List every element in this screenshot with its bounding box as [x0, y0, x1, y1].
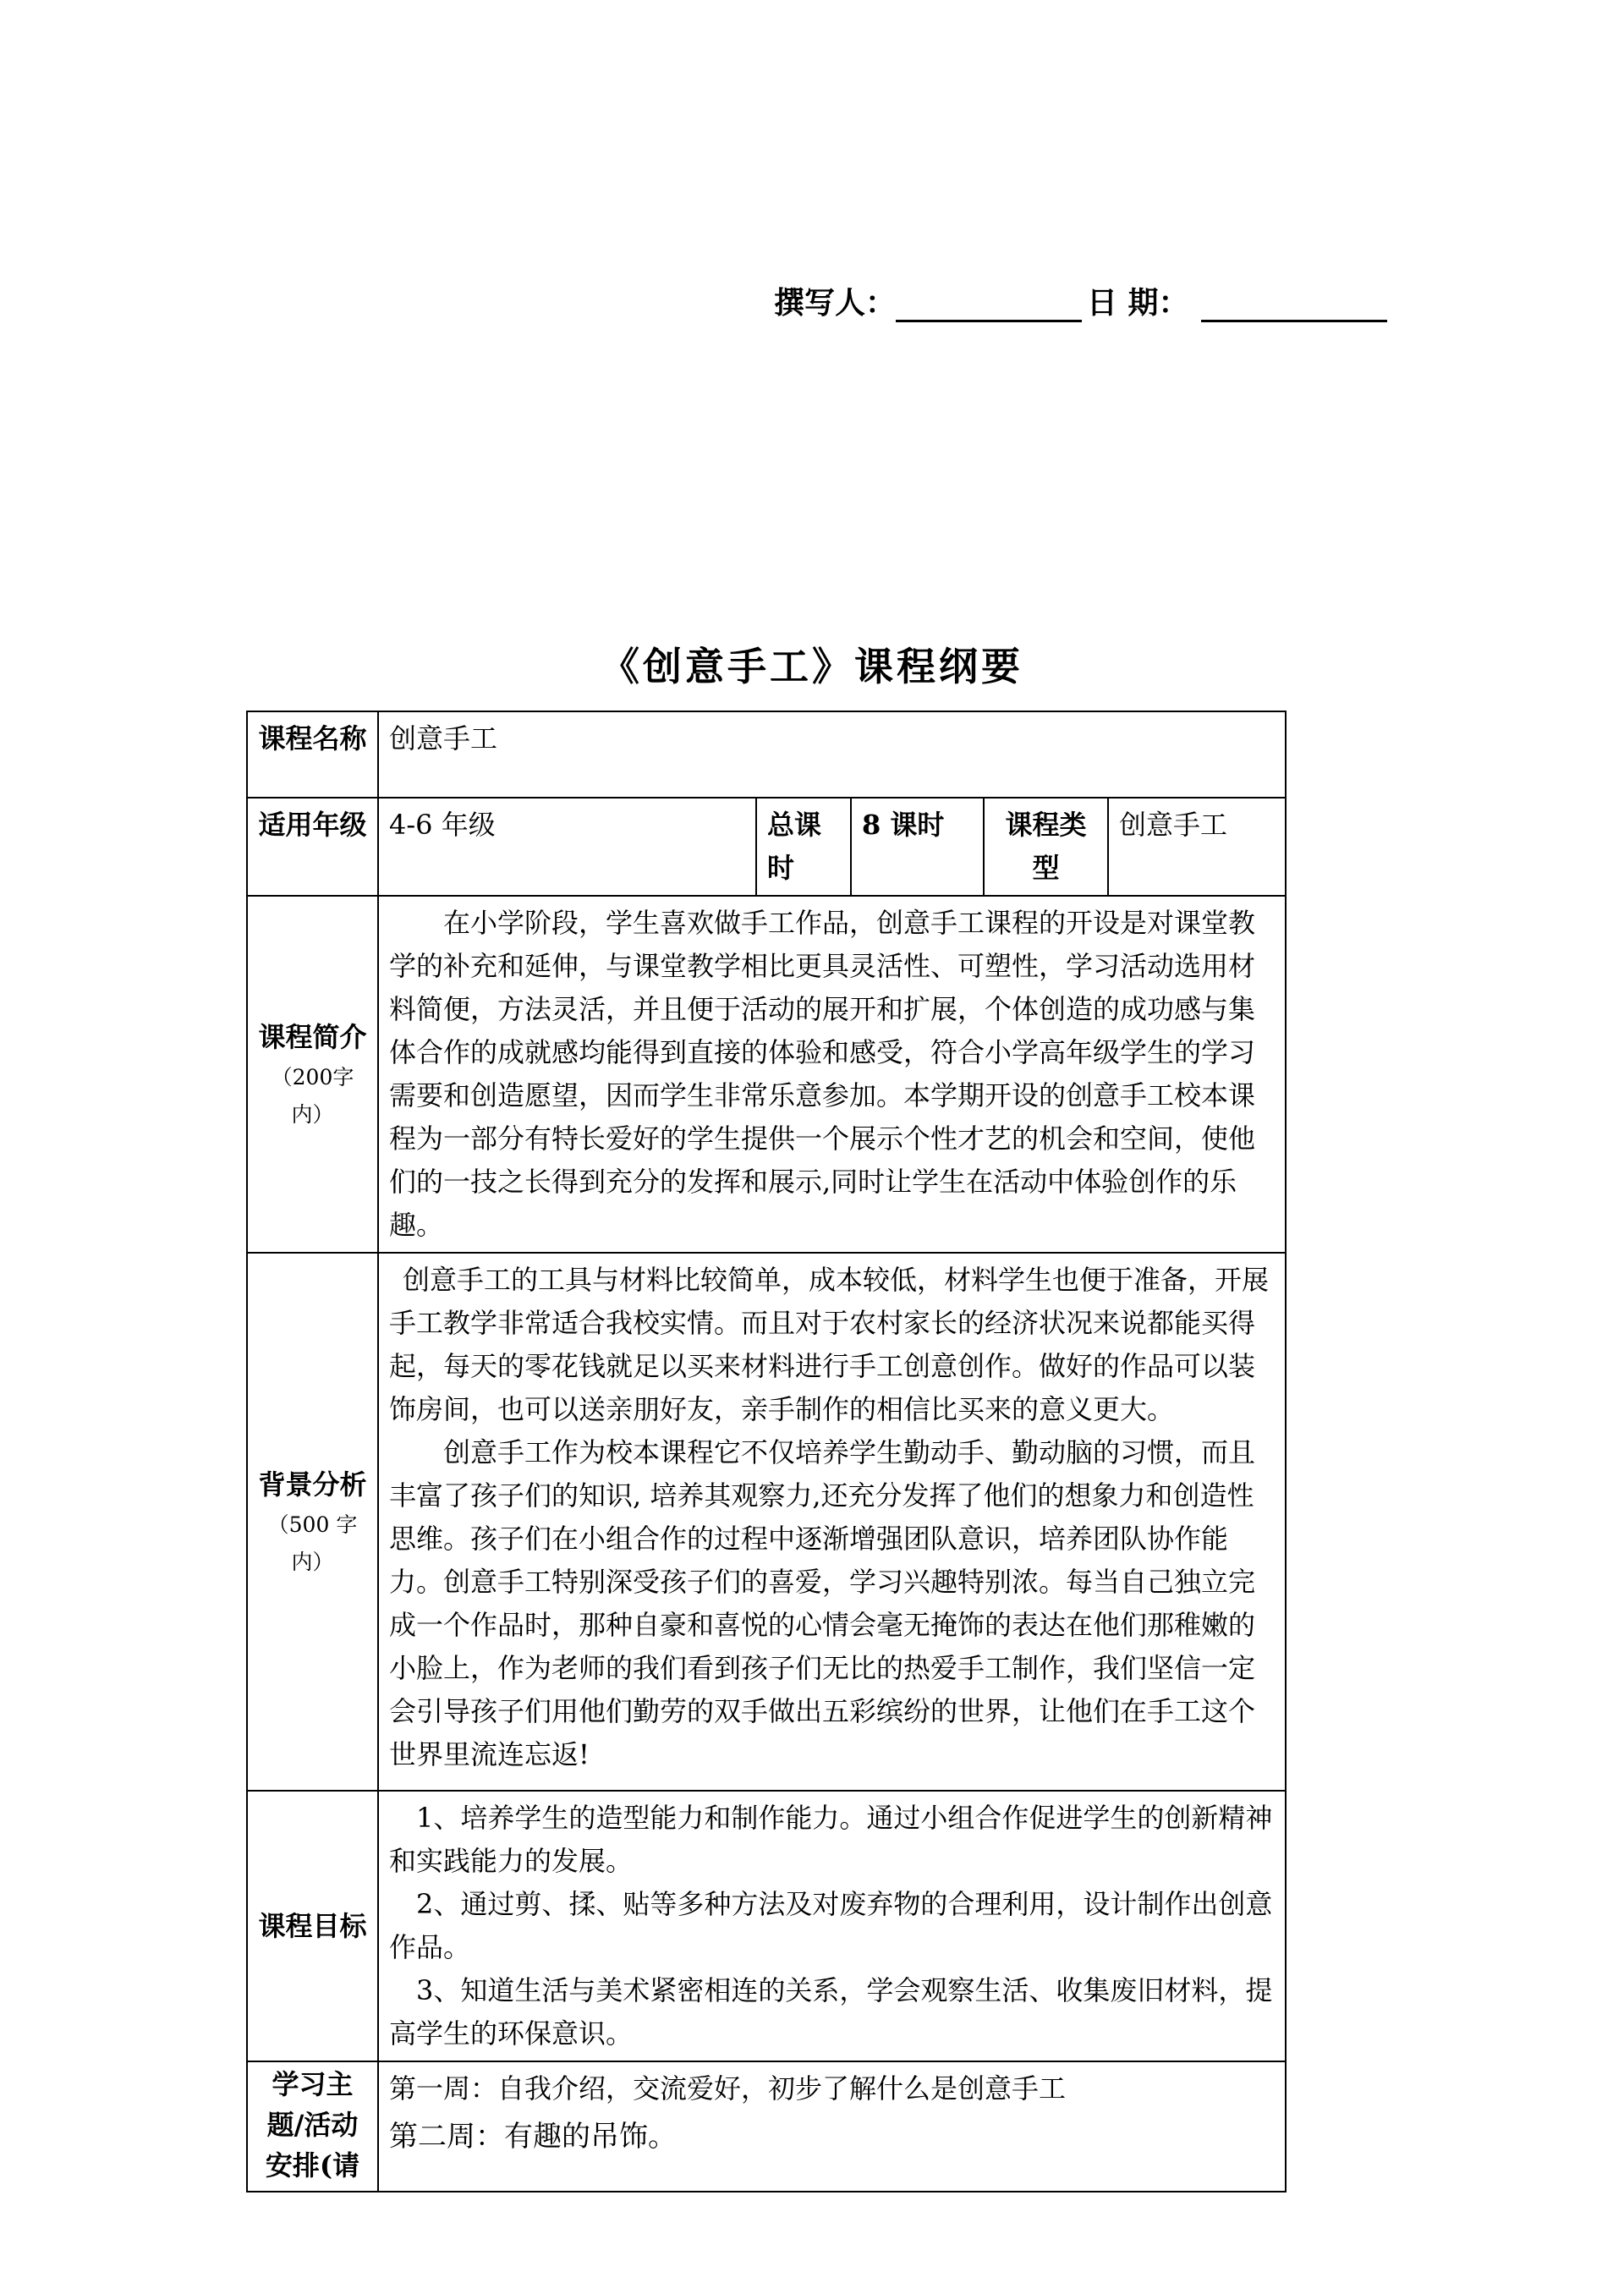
date-label: 日 期： — [1087, 285, 1189, 321]
row-background — [247, 1253, 1286, 1791]
row-grade — [247, 798, 1286, 896]
author-label: 撰写人： — [774, 285, 897, 321]
course-type-label: 课程类型 — [984, 798, 1108, 896]
intro-note: （200字内） — [271, 1064, 354, 1127]
intro-label-cell — [247, 896, 378, 1253]
total-hours-value: 8 课时 — [851, 798, 984, 896]
background-paragraph-2: 创意手工作为校本课程它不仅培养学生勤动手、勤动脑的习惯，而且丰富了孩子们的知识, 培养其观察力,还充分发挥了他们的想象力和创造性思维。孩子们在小组合作的过程中逐渐增强团队意识，培养团队协作能力。创意手工特别深受孩子们的喜爱，学习兴趣特别浓。每当自己独立完成一个作品时，那种自豪和喜悦的心情会毫无掩饰的表达在他们那稚嫩的小脸上，作为老师的我们看到孩子们无比的热爱手工制作，我们坚信一定会引导孩子们用他们勤劳的双手做出五彩缤纷的世界，让他们在手工这个世界里流连忘返! — [389, 1436, 1256, 1770]
author-date-line — [774, 279, 1400, 330]
intro-text-cell — [378, 896, 1286, 1253]
grade-label: 适用年级 — [247, 798, 378, 896]
row-intro — [247, 896, 1286, 1253]
course-name-value: 创意手工 — [378, 711, 1286, 798]
background-paragraph-1: 创意手工的工具与材料比较简单，成本较低，材料学生也便于准备，开展手工教学非常适合我校实情。而且对于农村家长的经济状况来说都能买得起，每天的零花钱就足以买来材料进行手工创意创作。做好的作品可以装饰房间，也可以送亲朋好友，亲手制作的相信比买来的意义更大。 — [389, 1264, 1270, 1425]
intro-text: 在小学阶段，学生喜欢做手工作品，创意手工课程的开设是对课堂教学的补充和延伸，与课堂教学相比更具灵活性、可塑性，学习活动选用材料简便，方法灵活，并且便于活动的展开和扩展，个体创造的成功感与集体合作的成就感均能得到直接的体验和感受，符合小学高年级学生的学习需要和创造愿望，因而学生非常乐意参加。本学期开设的创意手工校本课程为一部分有特长爱好的学生提供一个展示个性才艺的机会和空间，使他们的一技之长得到充分的发挥和展示,同时让学生在活动中体验创作的乐趣。 — [389, 907, 1256, 1241]
background-label-cell — [247, 1253, 378, 1791]
row-goals — [247, 1791, 1286, 2061]
row-schedule — [247, 2061, 1286, 2192]
goal-item: 3、知道生活与美术紧密相连的关系，学会观察生活、收集废旧材料，提高学生的环保意识。 — [389, 1974, 1273, 2050]
schedule-cell — [378, 2061, 1286, 2192]
document-title: 《创意手工》课程纲要 — [601, 644, 1023, 689]
author-blank — [896, 286, 1082, 322]
grade-value: 4-6 年级 — [378, 798, 756, 896]
goals-label: 课程目标 — [247, 1791, 378, 2061]
intro-label: 课程简介 — [258, 1020, 367, 1053]
background-note: （500 字内） — [267, 1512, 358, 1574]
goal-item: 2、通过剪、揉、贴等多种方法及对废弃物的合理利用，设计制作出创意作品。 — [389, 1888, 1273, 1963]
row-course-name — [247, 711, 1286, 798]
background-label: 背景分析 — [258, 1468, 367, 1501]
schedule-item: 第二周：有趣的吊饰。 — [389, 2120, 677, 2154]
course-type-value: 创意手工 — [1108, 798, 1286, 896]
background-text-cell — [378, 1253, 1286, 1791]
course-outline-table — [246, 711, 1287, 2192]
goals-cell — [378, 1791, 1286, 2061]
schedule-label: 学习主题/活动安排(请 — [247, 2061, 378, 2192]
course-name-label: 课程名称 — [247, 711, 378, 798]
date-blank — [1201, 286, 1387, 322]
schedule-item: 第一周：自我介绍，交流爱好，初步了解什么是创意手工 — [389, 2072, 1067, 2105]
goal-item: 1、培养学生的造型能力和制作能力。通过小组合作促进学生的创新精神和实践能力的发展。 — [389, 1802, 1273, 1877]
total-hours-label: 总课时 — [756, 798, 851, 896]
